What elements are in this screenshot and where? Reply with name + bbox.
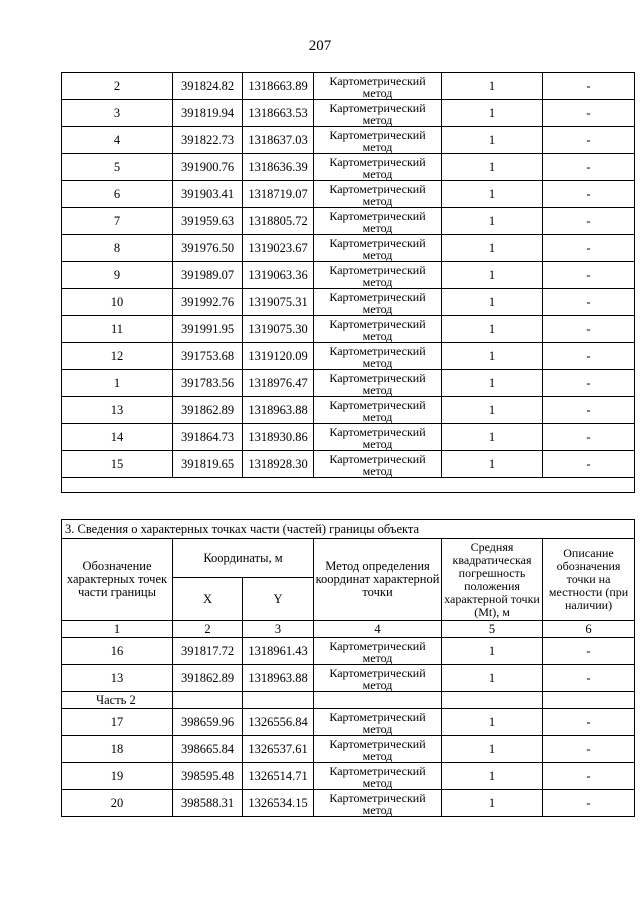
x-coordinate-cell: 398588.31 — [173, 790, 243, 817]
table-row — [62, 181, 635, 208]
x-coordinate-cell: 391819.94 — [173, 100, 243, 127]
method-text: Картометрический метод — [329, 235, 426, 262]
y-coordinate-cell: 1318963.88 — [243, 397, 314, 424]
column-number: 1 — [62, 621, 173, 638]
y-coordinate-cell: 1319023.67 — [243, 235, 314, 262]
method-text: Картометрический метод — [329, 100, 426, 127]
y-coordinate-cell: 1318636.39 — [243, 154, 314, 181]
page-number: 207 — [308, 38, 332, 54]
method-cell — [314, 289, 442, 316]
header-description: Описание обозначения точки на местности (при наличии) — [543, 539, 635, 621]
accuracy-cell: 1 — [442, 736, 543, 763]
empty-cell — [62, 478, 635, 493]
empty-cell — [314, 692, 442, 709]
method-text: Картометрический метод — [329, 289, 426, 316]
description-cell: - — [543, 370, 635, 397]
point-cell: 20 — [62, 790, 173, 817]
method-cell — [314, 638, 442, 665]
description-cell: - — [543, 127, 635, 154]
method-text: Картометрический метод — [329, 127, 426, 154]
accuracy-cell: 1 — [442, 289, 543, 316]
table-row — [62, 424, 635, 451]
table-row — [62, 736, 635, 763]
accuracy-cell: 1 — [442, 73, 543, 100]
empty-row — [62, 478, 635, 493]
x-coordinate-cell: 391976.50 — [173, 235, 243, 262]
x-coordinate-cell: 391900.76 — [173, 154, 243, 181]
y-coordinate-cell: 1319120.09 — [243, 343, 314, 370]
table-row — [62, 73, 635, 100]
part-boundary-points-table — [61, 519, 635, 817]
y-coordinate-cell: 1318930.86 — [243, 424, 314, 451]
column-numbers-row — [62, 621, 635, 638]
y-coordinate-cell: 1326556.84 — [243, 709, 314, 736]
description-cell: - — [543, 208, 635, 235]
description-cell: - — [543, 451, 635, 478]
accuracy-cell: 1 — [442, 208, 543, 235]
header-point-designation: Обозначение характерных точек части границы — [62, 539, 173, 621]
method-cell — [314, 100, 442, 127]
table-row — [62, 100, 635, 127]
y-coordinate-cell: 1318719.07 — [243, 181, 314, 208]
point-cell: 13 — [62, 665, 173, 692]
point-cell: 2 — [62, 73, 173, 100]
point-cell: 6 — [62, 181, 173, 208]
description-cell: - — [543, 424, 635, 451]
y-coordinate-cell: 1326537.61 — [243, 736, 314, 763]
part-row — [62, 692, 635, 709]
method-text: Картометрический метод — [329, 736, 426, 763]
method-cell — [314, 736, 442, 763]
header-accuracy: Средняя квадратическая погрешность положения характерной точки (Mt), м — [442, 539, 543, 621]
description-cell: - — [543, 181, 635, 208]
y-coordinate-cell: 1318663.53 — [243, 100, 314, 127]
table-row — [62, 451, 635, 478]
description-cell: - — [543, 397, 635, 424]
point-cell: 4 — [62, 127, 173, 154]
method-cell — [314, 235, 442, 262]
point-cell: 13 — [62, 397, 173, 424]
x-coordinate-cell: 391819.65 — [173, 451, 243, 478]
header-coordinates: Координаты, м — [173, 539, 314, 578]
method-cell — [314, 316, 442, 343]
section-title-row — [62, 520, 635, 539]
y-coordinate-cell: 1318976.47 — [243, 370, 314, 397]
x-coordinate-cell: 391992.76 — [173, 289, 243, 316]
x-coordinate-cell: 391783.56 — [173, 370, 243, 397]
method-cell — [314, 709, 442, 736]
column-number: 4 — [314, 621, 442, 638]
point-cell: 5 — [62, 154, 173, 181]
description-cell: - — [543, 709, 635, 736]
point-cell: 19 — [62, 763, 173, 790]
empty-cell — [173, 692, 243, 709]
header-x: X — [173, 578, 243, 621]
y-coordinate-cell: 1318637.03 — [243, 127, 314, 154]
description-cell: - — [543, 235, 635, 262]
method-text: Картометрический метод — [329, 181, 426, 208]
point-cell: 10 — [62, 289, 173, 316]
accuracy-cell: 1 — [442, 154, 543, 181]
table-row — [62, 289, 635, 316]
header-method: Метод определения координат характерной точки — [314, 539, 442, 621]
table-row — [62, 665, 635, 692]
table-row — [62, 208, 635, 235]
table-row — [62, 154, 635, 181]
accuracy-cell: 1 — [442, 370, 543, 397]
method-text: Картометрический метод — [329, 451, 426, 478]
method-cell — [314, 262, 442, 289]
accuracy-cell: 1 — [442, 316, 543, 343]
method-text: Картометрический метод — [329, 424, 426, 451]
table-row — [62, 235, 635, 262]
column-number: 3 — [243, 621, 314, 638]
method-text: Картометрический метод — [329, 709, 426, 736]
description-cell: - — [543, 763, 635, 790]
x-coordinate-cell: 398659.96 — [173, 709, 243, 736]
y-coordinate-cell: 1326514.71 — [243, 763, 314, 790]
x-coordinate-cell: 391753.68 — [173, 343, 243, 370]
accuracy-cell: 1 — [442, 763, 543, 790]
x-coordinate-cell: 391903.41 — [173, 181, 243, 208]
accuracy-cell: 1 — [442, 424, 543, 451]
method-text: Картометрический метод — [329, 343, 426, 370]
table-row — [62, 262, 635, 289]
method-text: Картометрический метод — [329, 262, 426, 289]
point-cell: 7 — [62, 208, 173, 235]
table-row — [62, 316, 635, 343]
x-coordinate-cell: 391991.95 — [173, 316, 243, 343]
accuracy-cell: 1 — [442, 790, 543, 817]
method-cell — [314, 665, 442, 692]
description-cell: - — [543, 289, 635, 316]
x-coordinate-cell: 391824.82 — [173, 73, 243, 100]
description-cell: - — [543, 665, 635, 692]
y-coordinate-cell: 1318963.88 — [243, 665, 314, 692]
accuracy-cell: 1 — [442, 638, 543, 665]
method-text: Картометрический метод — [329, 370, 426, 397]
method-text: Картометрический метод — [329, 154, 426, 181]
accuracy-cell: 1 — [442, 235, 543, 262]
table-row — [62, 397, 635, 424]
method-cell — [314, 208, 442, 235]
point-cell: 8 — [62, 235, 173, 262]
point-cell: 9 — [62, 262, 173, 289]
y-coordinate-cell: 1319075.31 — [243, 289, 314, 316]
description-cell: - — [543, 638, 635, 665]
description-cell: - — [543, 736, 635, 763]
method-text: Картометрический метод — [329, 208, 426, 235]
description-cell: - — [543, 262, 635, 289]
method-cell — [314, 790, 442, 817]
point-cell: 15 — [62, 451, 173, 478]
x-coordinate-cell: 391989.07 — [173, 262, 243, 289]
section-title: 3. Сведения о характерных точках части (частей) границы объекта — [62, 520, 635, 539]
y-coordinate-cell: 1318961.43 — [243, 638, 314, 665]
table-row — [62, 127, 635, 154]
x-coordinate-cell: 391817.72 — [173, 638, 243, 665]
column-number: 5 — [442, 621, 543, 638]
accuracy-cell: 1 — [442, 451, 543, 478]
table-row — [62, 709, 635, 736]
point-cell: 1 — [62, 370, 173, 397]
method-text: Картометрический метод — [329, 397, 426, 424]
empty-cell — [243, 692, 314, 709]
point-cell: 16 — [62, 638, 173, 665]
table-row — [62, 343, 635, 370]
method-cell — [314, 154, 442, 181]
table-row — [62, 763, 635, 790]
x-coordinate-cell: 391862.89 — [173, 397, 243, 424]
method-text: Картометрический метод — [329, 763, 426, 790]
accuracy-cell: 1 — [442, 665, 543, 692]
x-coordinate-cell: 391822.73 — [173, 127, 243, 154]
x-coordinate-cell: 391862.89 — [173, 665, 243, 692]
point-cell: 12 — [62, 343, 173, 370]
point-cell: 3 — [62, 100, 173, 127]
accuracy-cell: 1 — [442, 127, 543, 154]
accuracy-cell: 1 — [442, 397, 543, 424]
y-coordinate-cell: 1318663.89 — [243, 73, 314, 100]
method-cell — [314, 127, 442, 154]
method-text: Картометрический метод — [329, 316, 426, 343]
method-cell — [314, 424, 442, 451]
method-cell — [314, 181, 442, 208]
method-text: Картометрический метод — [329, 790, 426, 817]
coordinates-table-continued — [61, 72, 635, 493]
accuracy-cell: 1 — [442, 343, 543, 370]
header-row — [62, 539, 635, 578]
method-cell — [314, 397, 442, 424]
accuracy-cell: 1 — [442, 709, 543, 736]
accuracy-cell: 1 — [442, 181, 543, 208]
point-cell: 18 — [62, 736, 173, 763]
part-label: Часть 2 — [62, 692, 173, 709]
x-coordinate-cell: 391864.73 — [173, 424, 243, 451]
header-y: Y — [243, 578, 314, 621]
point-cell: 17 — [62, 709, 173, 736]
method-cell — [314, 763, 442, 790]
description-cell: - — [543, 73, 635, 100]
x-coordinate-cell: 391959.63 — [173, 208, 243, 235]
method-cell — [314, 73, 442, 100]
y-coordinate-cell: 1319075.30 — [243, 316, 314, 343]
table-row — [62, 370, 635, 397]
x-coordinate-cell: 398665.84 — [173, 736, 243, 763]
column-number: 6 — [543, 621, 635, 638]
y-coordinate-cell: 1326534.15 — [243, 790, 314, 817]
x-coordinate-cell: 398595.48 — [173, 763, 243, 790]
description-cell: - — [543, 100, 635, 127]
y-coordinate-cell: 1318805.72 — [243, 208, 314, 235]
accuracy-cell: 1 — [442, 262, 543, 289]
method-text: Картометрический метод — [329, 638, 426, 665]
empty-cell — [543, 692, 635, 709]
method-cell — [314, 343, 442, 370]
description-cell: - — [543, 154, 635, 181]
description-cell: - — [543, 316, 635, 343]
method-text: Картометрический метод — [329, 665, 426, 692]
method-text: Картометрический метод — [329, 73, 426, 100]
empty-cell — [442, 692, 543, 709]
point-cell: 14 — [62, 424, 173, 451]
coordinates-table-body — [62, 73, 635, 493]
y-coordinate-cell: 1318928.30 — [243, 451, 314, 478]
column-number: 2 — [173, 621, 243, 638]
table-row — [62, 790, 635, 817]
y-coordinate-cell: 1319063.36 — [243, 262, 314, 289]
description-cell: - — [543, 790, 635, 817]
method-cell — [314, 370, 442, 397]
accuracy-cell: 1 — [442, 100, 543, 127]
point-cell: 11 — [62, 316, 173, 343]
method-cell — [314, 451, 442, 478]
table-row — [62, 638, 635, 665]
description-cell: - — [543, 343, 635, 370]
